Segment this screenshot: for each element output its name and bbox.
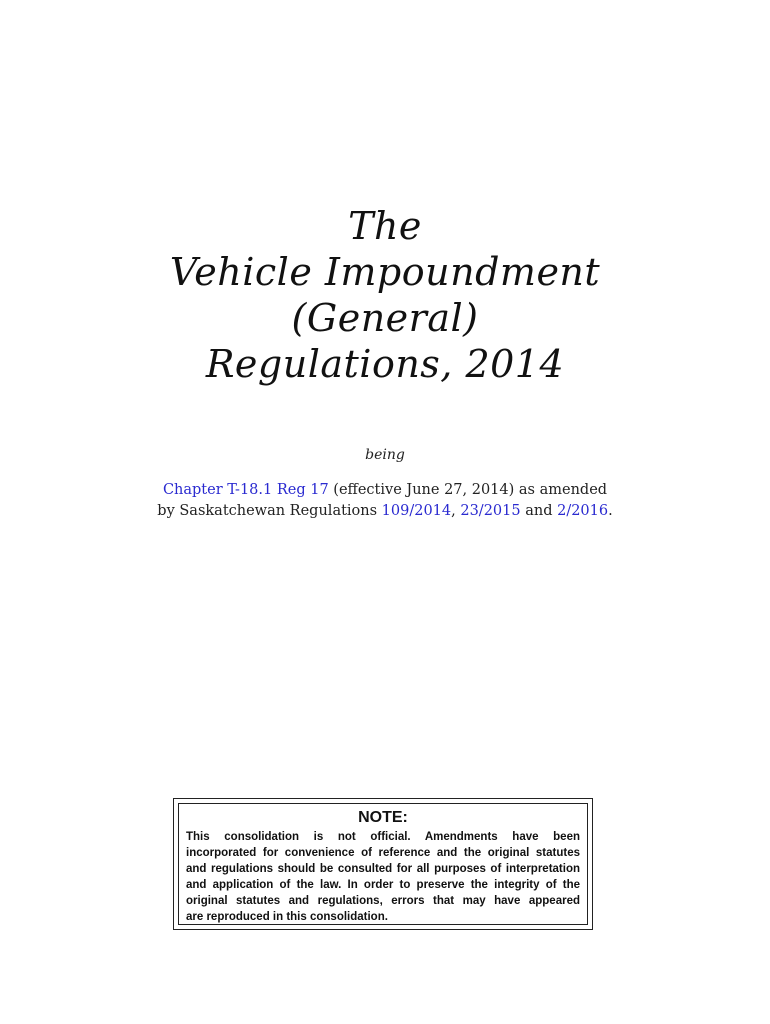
citation-block: [0, 480, 770, 522]
note-body: [186, 829, 580, 925]
chapter-link[interactable]: Chapter T-18.1 Reg 17: [162, 482, 329, 498]
note-heading: NOTE:: [358, 809, 408, 826]
regulation-link-23-2015[interactable]: 23/2015: [460, 503, 521, 519]
citation-line-1: [0, 480, 770, 501]
note-line: This consolidation is not official. Amendments have been: [186, 831, 580, 843]
regulation-link-109-2014[interactable]: 109/2014: [381, 503, 452, 519]
title-line-1: The: [348, 204, 422, 248]
note-line: are reproduced in this consolidation.: [186, 911, 388, 923]
note-box-inner: [178, 803, 588, 925]
being-label: being: [365, 447, 405, 463]
citation-by-text: by Saskatchewan Regulations: [157, 503, 382, 519]
title-line-3: (General): [291, 296, 479, 340]
note-line: and application of the law. In order to preserve the integrity of the: [186, 879, 580, 891]
document-title: [0, 203, 770, 387]
citation-period: .: [608, 503, 613, 519]
citation-line-2: [0, 501, 770, 522]
note-line: incorporated for convenience of reference and the original statutes: [186, 847, 580, 859]
title-line-4: Regulations, 2014: [205, 342, 565, 386]
note-box: [173, 798, 593, 930]
citation-and-text: and: [520, 503, 558, 519]
title-line-2: Vehicle Impoundment: [169, 250, 601, 294]
note-line: and regulations should be consulted for all purposes of interpretation: [186, 863, 580, 875]
citation-separator: ,: [451, 503, 461, 519]
citation-effective-text: (effective June 27, 2014) as amended: [328, 482, 608, 498]
regulation-link-2-2016[interactable]: 2/2016: [557, 503, 609, 519]
note-line: original statutes and regulations, errors that may have appeared: [186, 895, 580, 907]
